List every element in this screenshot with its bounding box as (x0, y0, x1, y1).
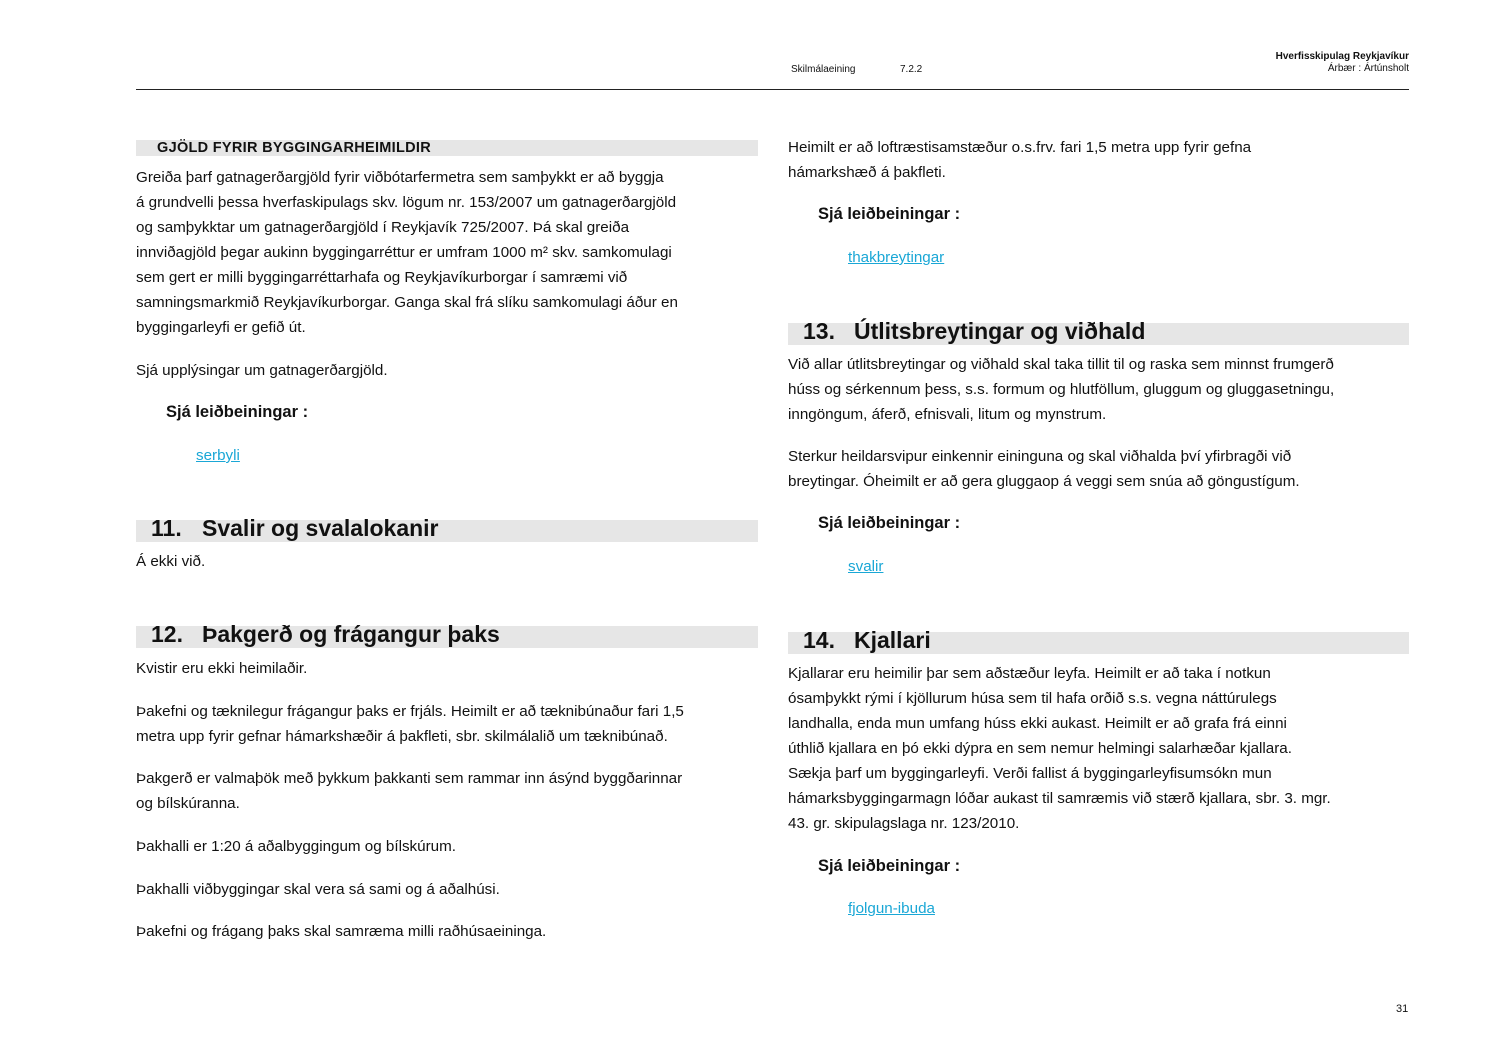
section-12-number: 12. (151, 621, 183, 647)
section-14-title: Kjallari (854, 627, 931, 653)
section-13-p2 (788, 444, 1409, 494)
section-11-number: 11. (151, 515, 182, 541)
fees-line: innviðagjöld þegar aukinn byggingarréttur er umfram 1000 m² skv. samkomulagi (136, 244, 672, 261)
section-12-p2-line: metra upp fyrir gefnar hámarkshæðir á þakfleti, sbr. skilmálalið um tæknibúnað. (136, 728, 668, 745)
section-12-p2 (136, 699, 758, 749)
section-13-title: Útlitsbreytingar og viðhald (854, 318, 1146, 344)
link-fjolgun-ibuda[interactable]: fjolgun-ibuda (848, 900, 935, 917)
see-guidelines-label: Sjá leiðbeiningar : (818, 514, 961, 532)
section-14-line: 43. gr. skipulagslaga nr. 123/2010. (788, 815, 1020, 832)
see-guidelines-label: Sjá leiðbeiningar : (818, 857, 961, 875)
fees-info: Sjá upplýsingar um gatnagerðargjöld. (136, 362, 388, 379)
section-11-text: Á ekki við. (136, 553, 206, 570)
section-14-heading (803, 625, 931, 655)
section-13-heading (803, 316, 1145, 346)
roof-tech-paragraph (788, 135, 1409, 185)
section-11-heading-bar (136, 515, 758, 542)
section-12-heading-bar (136, 621, 758, 648)
section-12-p5: Þakhalli viðbyggingar skal vera sá sami og á aðalhúsi. (136, 881, 500, 898)
header-section-number: 7.2.2 (900, 64, 923, 75)
header-plan-info (1276, 51, 1409, 75)
header-plan-title: Hverfisskipulag Reykjavíkur (1275, 51, 1409, 62)
section-12-p1: Kvistir eru ekki heimilaðir. (136, 660, 308, 677)
section-13-number: 13. (803, 318, 835, 344)
fees-heading: GJÖLD FYRIR BYGGINGARHEIMILDIR (157, 140, 432, 156)
section-11-heading (151, 513, 439, 543)
fees-heading-bar (136, 140, 758, 156)
fees-line: á grundvelli þessa hverfaskipulags skv. lögum nr. 153/2007 um gatnagerðargjöld (136, 194, 677, 211)
section-12-p2-line: Þakefni og tæknilegur frágangur þaks er frjáls. Heimilt er að tæknibúnaður fari 1,5 (136, 703, 684, 720)
section-13-p1 (788, 352, 1409, 427)
section-14-line: landhalla, enda mun umfang húss ekki aukast. Heimilt er að grafa frá einni (788, 715, 1287, 732)
section-14-heading-bar (788, 627, 1409, 654)
link-thakbreytingar[interactable]: thakbreytingar (848, 249, 945, 266)
link-serbyli[interactable]: serbyli (196, 447, 240, 464)
section-12-title: Þakgerð og frágangur þaks (202, 621, 500, 647)
section-12-heading (151, 619, 500, 649)
section-14-line: ósamþykkt rými í kjöllurum húsa sem til hafa orðið s.s. vegna náttúrulegs (788, 690, 1277, 707)
fees-line: og samþykktar um gatnagerðargjöld í Reykjavík 725/2007. Þá skal greiða (136, 219, 630, 236)
see-guidelines-label: Sjá leiðbeiningar : (818, 205, 961, 223)
section-13-heading-bar (788, 318, 1409, 345)
section-13-p1-line: inngöngum, áferð, efnisvali, litum og mynstrum. (788, 406, 1107, 423)
section-13-p1-line: húss og sérkennum þess, s.s. formum og hlutföllum, gluggum og gluggasetningu, (788, 381, 1335, 398)
fees-paragraph (136, 165, 758, 340)
header-plan-area: Árbær : Ártúnsholt (1327, 63, 1409, 74)
section-12-p6: Þakefni og frágang þaks skal samræma milli raðhúsaeininga. (136, 923, 547, 940)
roof-tech-line: Heimilt er að loftræstisamstæður o.s.frv. fari 1,5 metra upp fyrir gefna (788, 139, 1252, 156)
section-13-p1-line: Við allar útlitsbreytingar og viðhald skal taka tillit til og raska sem minnst frumgerð (788, 356, 1334, 373)
section-12-p3-line: Þakgerð er valmaþök með þykkum þakkanti sem rammar inn ásýnd byggðarinnar (136, 770, 683, 787)
see-guidelines-label: Sjá leiðbeiningar : (166, 403, 309, 421)
header-section-label: Skilmálaeining (791, 64, 856, 75)
fees-line: Greiða þarf gatnagerðargjöld fyrir viðbótarfermetra sem samþykkt er að byggja (136, 169, 664, 186)
fees-line: samningsmarkmið Reykjavíkurborgar. Ganga skal frá slíku samkomulagi áður en (136, 294, 678, 311)
section-14-number: 14. (803, 627, 835, 653)
fees-line: sem gert er milli byggingarréttarhafa og Reykjavíkurborgar í samræmi við (136, 269, 628, 286)
roof-tech-line: hámarkshæð á þakfleti. (788, 164, 946, 181)
section-12-p3 (136, 766, 758, 816)
section-14-paragraph (788, 661, 1409, 836)
section-13-p2-line: breytingar. Óheimilt er að gera gluggaop á veggi sem snúa að göngustígum. (788, 473, 1300, 490)
section-14-line: hámarksbyggingarmagn lóðar aukast til samræmis við stærð kjallara, sbr. 3. mgr. (788, 790, 1331, 807)
section-11-title: Svalir og svalalokanir (202, 515, 439, 541)
section-12-p4: Þakhalli er 1:20 á aðalbyggingum og bílskúrum. (136, 838, 456, 855)
section-14-line: úthlið kjallara en þó ekki dýpra en sem nemur helmingi salarhæðar kjallara. (788, 740, 1292, 757)
section-13-p2-line: Sterkur heildarsvipur einkennir eininguna og skal viðhalda því yfirbragði við (788, 448, 1292, 465)
page-number: 31 (1396, 1003, 1409, 1015)
link-svalir[interactable]: svalir (848, 558, 884, 575)
section-14-line: Kjallarar eru heimilir þar sem aðstæður leyfa. Heimilt er að taka í notkun (788, 665, 1271, 682)
page-header (136, 48, 1409, 90)
fees-line: byggingarleyfi er gefið út. (136, 319, 306, 336)
section-12-p3-line: og bílskúranna. (136, 795, 240, 812)
section-14-line: Sækja þarf um byggingarleyfi. Verði fallist á byggingarleyfisumsókn mun (788, 765, 1272, 782)
